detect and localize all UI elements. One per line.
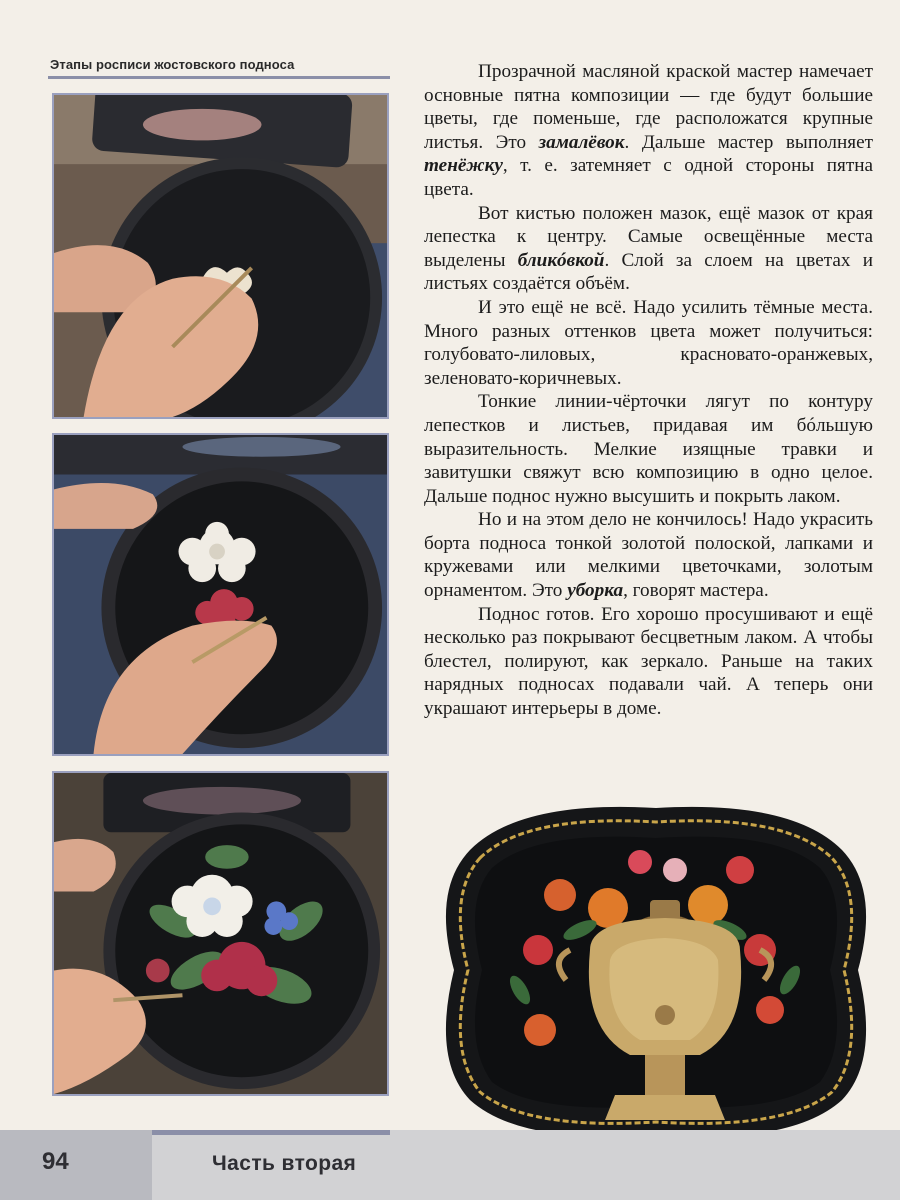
paragraph-text: Вот кистью положен мазок, ещё мазок от края лепестка к центру. Самые освещённые места выделены xyxy=(424,202,873,271)
part-title: Часть вторая xyxy=(212,1152,357,1175)
paragraph-text: Но и на этом дело не кончилось! Надо украсить борта подноса тонкой золотой полоской, лапками и кружевами или мелкими цветочками, золотым орнаментом. Это xyxy=(424,509,873,602)
step-photo-leaves xyxy=(52,771,389,1096)
paragraph-text: Поднос готов. Его хорошо просушивают и ещё несколько раз покрывают бесцветным лаком. А чтобы блестел, полируют, как зеркало. Раньше на таких нарядных подносах подавали чай. А теперь они украшают интерьеры в доме. xyxy=(424,603,873,720)
paragraph-text: И это ещё не всё. Надо усилить тёмные места. Много разных оттенков цвета может получиться: голубовато-лиловых, красновато-оранжевых, зеленовато-коричневых. xyxy=(424,296,873,389)
paragraph xyxy=(424,296,873,390)
paragraph-text: . Дальше мастер выполняет xyxy=(624,131,874,153)
paragraph xyxy=(424,508,873,602)
footer-rule xyxy=(152,1130,390,1135)
paragraph-text: , говорят мастера. xyxy=(623,580,769,602)
tray-samovar-photo xyxy=(440,800,872,1145)
step-photo-outline xyxy=(52,93,389,419)
footer-page-tab xyxy=(0,1130,152,1200)
paragraph-text: Тонкие линии-чёрточки лягут по контуру лепестков и листьев, придавая им бóльшую выразительность. Мелкие изящные травки и завитушки свяжут всю композицию в одно целое. Дальше поднос нужно высушить и покрыть лаком. xyxy=(424,391,873,507)
paragraph xyxy=(424,390,873,508)
paragraph xyxy=(424,60,873,202)
paragraph xyxy=(424,603,873,721)
article-text xyxy=(424,60,873,721)
figure-caption: Этапы росписи жостовского подноса xyxy=(50,57,295,72)
term-emphasis: уборка xyxy=(567,580,624,602)
paragraph-text: , т. е. затемняет с одной стороны пятна цвета. xyxy=(424,155,873,200)
term-emphasis: замалёвок xyxy=(538,131,625,153)
step-photo-painting xyxy=(52,433,389,756)
paragraph xyxy=(424,202,873,296)
paragraph-text: . Слой за слоем на цветах и листьях создаётся объём. xyxy=(424,249,873,295)
term-emphasis: тенёжку xyxy=(424,155,503,177)
caption-rule xyxy=(48,76,390,79)
page-number: 94 xyxy=(42,1148,69,1175)
term-emphasis: бликóвкой xyxy=(517,249,605,271)
paragraph-text: Прозрачной масляной краской мастер намечает основные пятна композиции — где будут большие цветы, где поменьше, где расположатся крупные листья. Это xyxy=(424,61,873,153)
